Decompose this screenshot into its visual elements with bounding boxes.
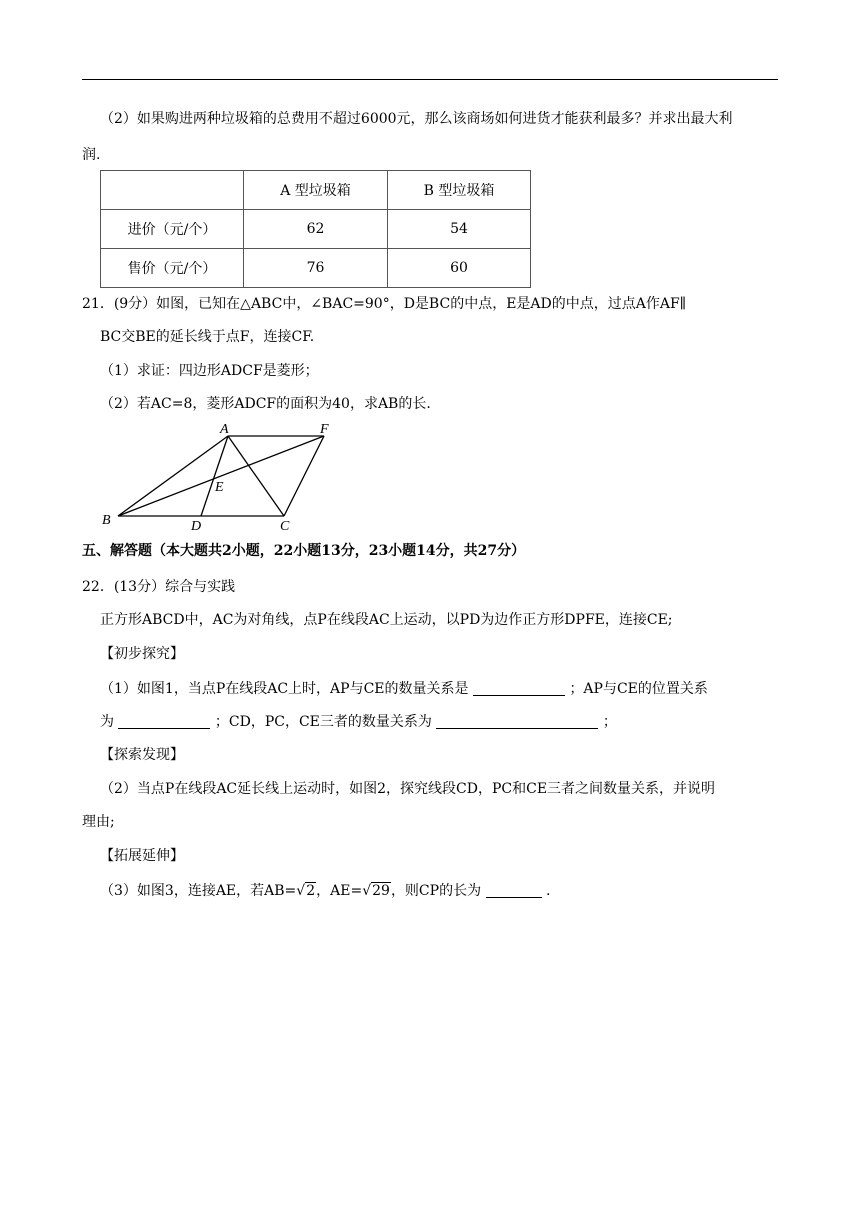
sqrt-2: 2 xyxy=(306,883,316,899)
q22-p1-text-a: （1）如图1，当点P在线段AC上时，AP与CE的数量关系是 xyxy=(100,681,469,697)
table-header-cell: A 型垃圾箱 xyxy=(244,171,388,210)
q20-part2-line2: 润. xyxy=(82,147,101,163)
q22-part1-line1 xyxy=(100,681,708,696)
q21-line1: 21．(9分）如图，已知在△ABC中，∠BAC=90°，D是BC的中点，E是AD的中点，过点A作AF∥ xyxy=(82,296,687,312)
table-row xyxy=(101,249,531,288)
table-cell: 76 xyxy=(244,249,388,288)
segment-BF xyxy=(118,436,324,516)
table-cell: 进价（元/个） xyxy=(101,210,244,249)
q22-part2-line2: 理由; xyxy=(82,814,115,830)
segment-AC xyxy=(228,436,284,516)
label-F: F xyxy=(320,422,329,437)
q22-heading-initial: 【初步探究】 xyxy=(100,646,184,662)
q22-part3 xyxy=(100,883,550,898)
answer-blank-2[interactable] xyxy=(118,714,210,729)
answer-blank-4[interactable] xyxy=(486,883,542,898)
q22-part1-line2 xyxy=(100,714,617,729)
label-E: E xyxy=(215,480,224,495)
q22-title: 22．(13分）综合与实践 xyxy=(82,579,236,595)
rhombus-figure xyxy=(96,418,336,536)
sqrt-symbol: √ xyxy=(362,883,372,899)
table-header-row xyxy=(101,171,531,210)
q22-p1-text-e: ； xyxy=(602,714,617,730)
q22-p1-text-b: ；AP与CE的位置关系 xyxy=(569,681,708,697)
label-C: C xyxy=(280,519,290,534)
q22-part2-line1: （2）当点P在线段AC延长线上运动时，如图2，探究线段CD，PC和CE三者之间数量关系，并说明 xyxy=(100,781,716,797)
segment-AB xyxy=(118,436,228,516)
segment-CF xyxy=(284,436,324,516)
q21-part1: （1）求证：四边形ADCF是菱形； xyxy=(100,363,319,379)
label-B: B xyxy=(102,513,111,528)
section-5-heading: 五、解答题（本大题共2小题，22小题13分，23小题14分，共27分） xyxy=(82,543,526,559)
table-header-cell xyxy=(101,171,244,210)
price-table xyxy=(100,170,531,288)
q22-p3-text-c: ，则CP的长为 xyxy=(390,883,482,899)
q22-p1-text-d: ；CD，PC，CE三者的数量关系为 xyxy=(214,714,432,730)
table-cell: 售价（元/个） xyxy=(101,249,244,288)
q22-heading-extend: 【拓展延伸】 xyxy=(100,848,184,864)
answer-blank-3[interactable] xyxy=(436,714,598,729)
q20-part2-line1: （2）如果购进两种垃圾箱的总费用不超过6000元，那么该商场如何进货才能获利最多？并求出最大利 xyxy=(100,111,733,127)
header-rule xyxy=(82,79,778,80)
q22-heading-explore: 【探索发现】 xyxy=(100,747,184,763)
q22-p3-text-b: ，AE= xyxy=(316,883,363,899)
q22-p3-text-a: （3）如图3，连接AE，若AB= xyxy=(100,883,297,899)
table-cell: 54 xyxy=(388,210,531,249)
answer-blank-1[interactable] xyxy=(473,681,565,696)
q22-p1-text-c: 为 xyxy=(100,714,114,730)
sqrt-symbol: √ xyxy=(296,883,306,899)
q22-p3-text-d: . xyxy=(545,883,551,899)
q21-line2: BC交BE的延长线于点F，连接CF. xyxy=(100,329,315,345)
table-row xyxy=(101,210,531,249)
q21-part2: （2）若AC=8，菱形ADCF的面积为40，求AB的长. xyxy=(100,396,431,412)
segment-AD xyxy=(201,436,228,516)
label-A: A xyxy=(220,422,229,437)
table-header-cell: B 型垃圾箱 xyxy=(388,171,531,210)
table-cell: 60 xyxy=(388,249,531,288)
sqrt-29: 29 xyxy=(372,883,390,899)
q22-intro: 正方形ABCD中，AC为对角线，点P在线段AC上运动，以PD为边作正方形DPFE，连接CE; xyxy=(100,612,673,628)
table-cell: 62 xyxy=(244,210,388,249)
label-D: D xyxy=(191,519,202,534)
